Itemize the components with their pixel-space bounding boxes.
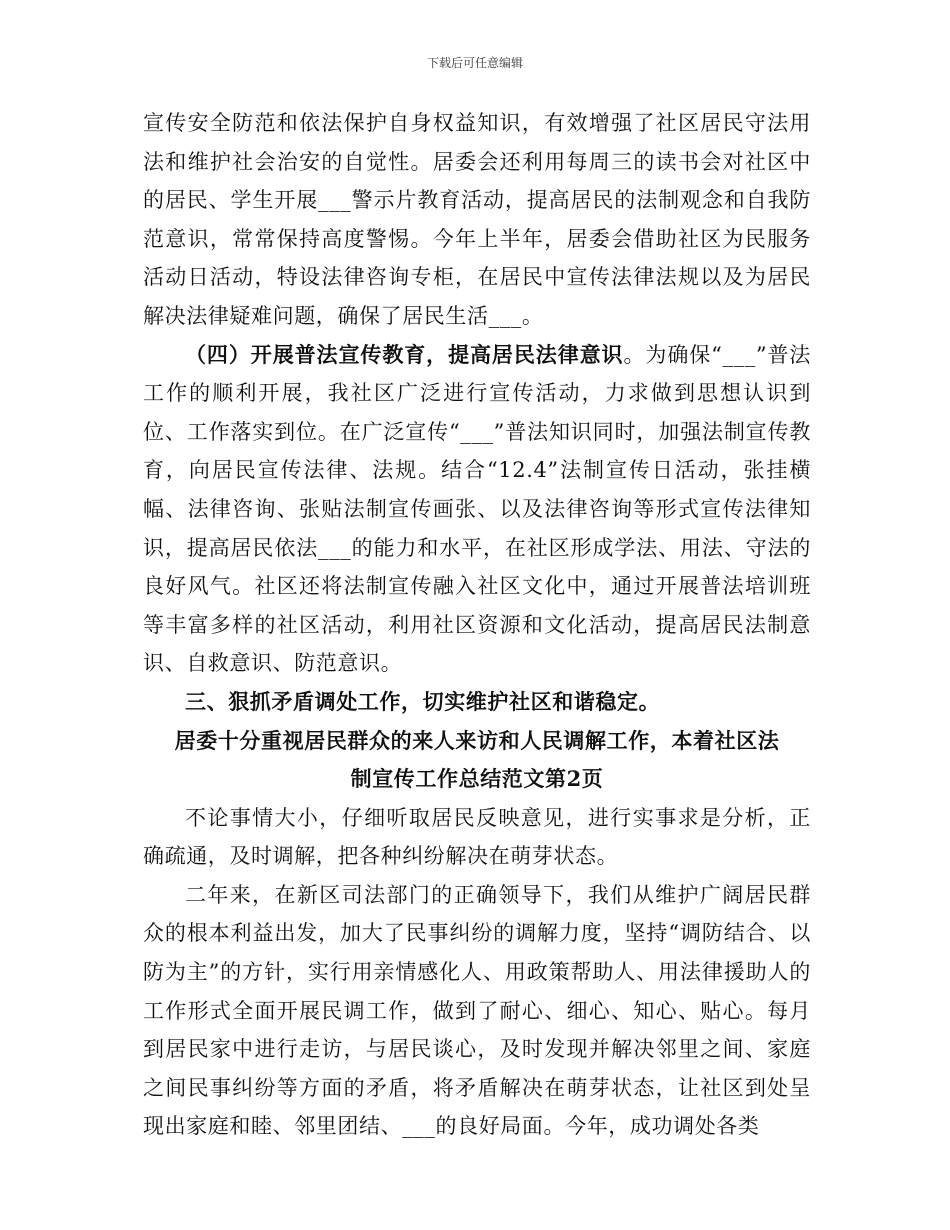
section-title-line-2: 制宣传工作总结范文第2页 — [350, 766, 604, 792]
section-heading-three: 三、狠抓矛盾调处工作，切实维护社区和谐稳定。 — [185, 688, 661, 714]
section-heading-four: （四）开展普法宣传教育，提高居民法律意识 — [185, 341, 624, 367]
paragraph-safety-awareness: 宣传安全防范和依法保护自身权益知识，有效增强了社区居民守法用法和维护社会治安的自觉性。居委会还利用每周三的读书会对社区中的居民、学生开展___警示片教育活动，提高居民的法制观念和自我防范意识，常常保持高度警惕。今年上半年，居委会借助社区为民服务活动日活动，特设法律咨询专柜，在居民中宣传法律法规以及为居民解决法律疑难问题，确保了居民生活___。 — [143, 111, 811, 328]
section-title-line-1: 居委十分重视居民群众的来人来访和人民调解工作，本着社区法 — [174, 727, 780, 753]
paragraph-legal-education — [143, 336, 811, 683]
document-body — [143, 104, 811, 1146]
paragraph-legal-education-text: 。为确保“___”普法工作的顺利开展，我社区广泛进行宣传活动，力求做到思想认识到位、工作落实到位。在广泛宣传“___”普法知识同时，加强法制宣传教育，向居民宣传法律、法规。结合“12.4”法制宣传日活动，张挂横幅、法律咨询、张贴法制宣传画张、以及法律咨询等形式宣传法律知识，提高居民依法___的能力和水平，在社区形成学法、用法、守法的良好风气。社区还将法制宣传融入社区文化中，通过开展普法培训班等丰富多样的社区活动，利用社区资源和文化活动，提高居民法制意识、自救意识、防范意识。 — [143, 342, 811, 676]
page-header: 下载后可任意编辑 — [426, 56, 523, 70]
paragraph-mediation-work: 二年来，在新区司法部门的正确领导下，我们从维护广阔居民群众的根本利益出发，加大了民事纠纷的调解力度，坚持“调防结合、以防为主”的方针，实行用亲情感化人、用政策帮助人、用法律援助人的工作形式全面开展民调工作，做到了耐心、细心、知心、贴心。每月到居民家中进行走访，与居民谈心，及时发现并解决邻里之间、家庭之间民事纠纷等方面的矛盾，将矛盾解决在萌芽状态，让社区到处呈现出家庭和睦、邻里团结、___的良好局面。今年，成功调处各类 — [143, 882, 811, 1139]
paragraph-listen-residents: 不论事情大小，仔细听取居民反映意见，进行实事求是分析，正确疏通，及时调解，把各种纠纷解决在萌芽状态。 — [143, 805, 811, 869]
